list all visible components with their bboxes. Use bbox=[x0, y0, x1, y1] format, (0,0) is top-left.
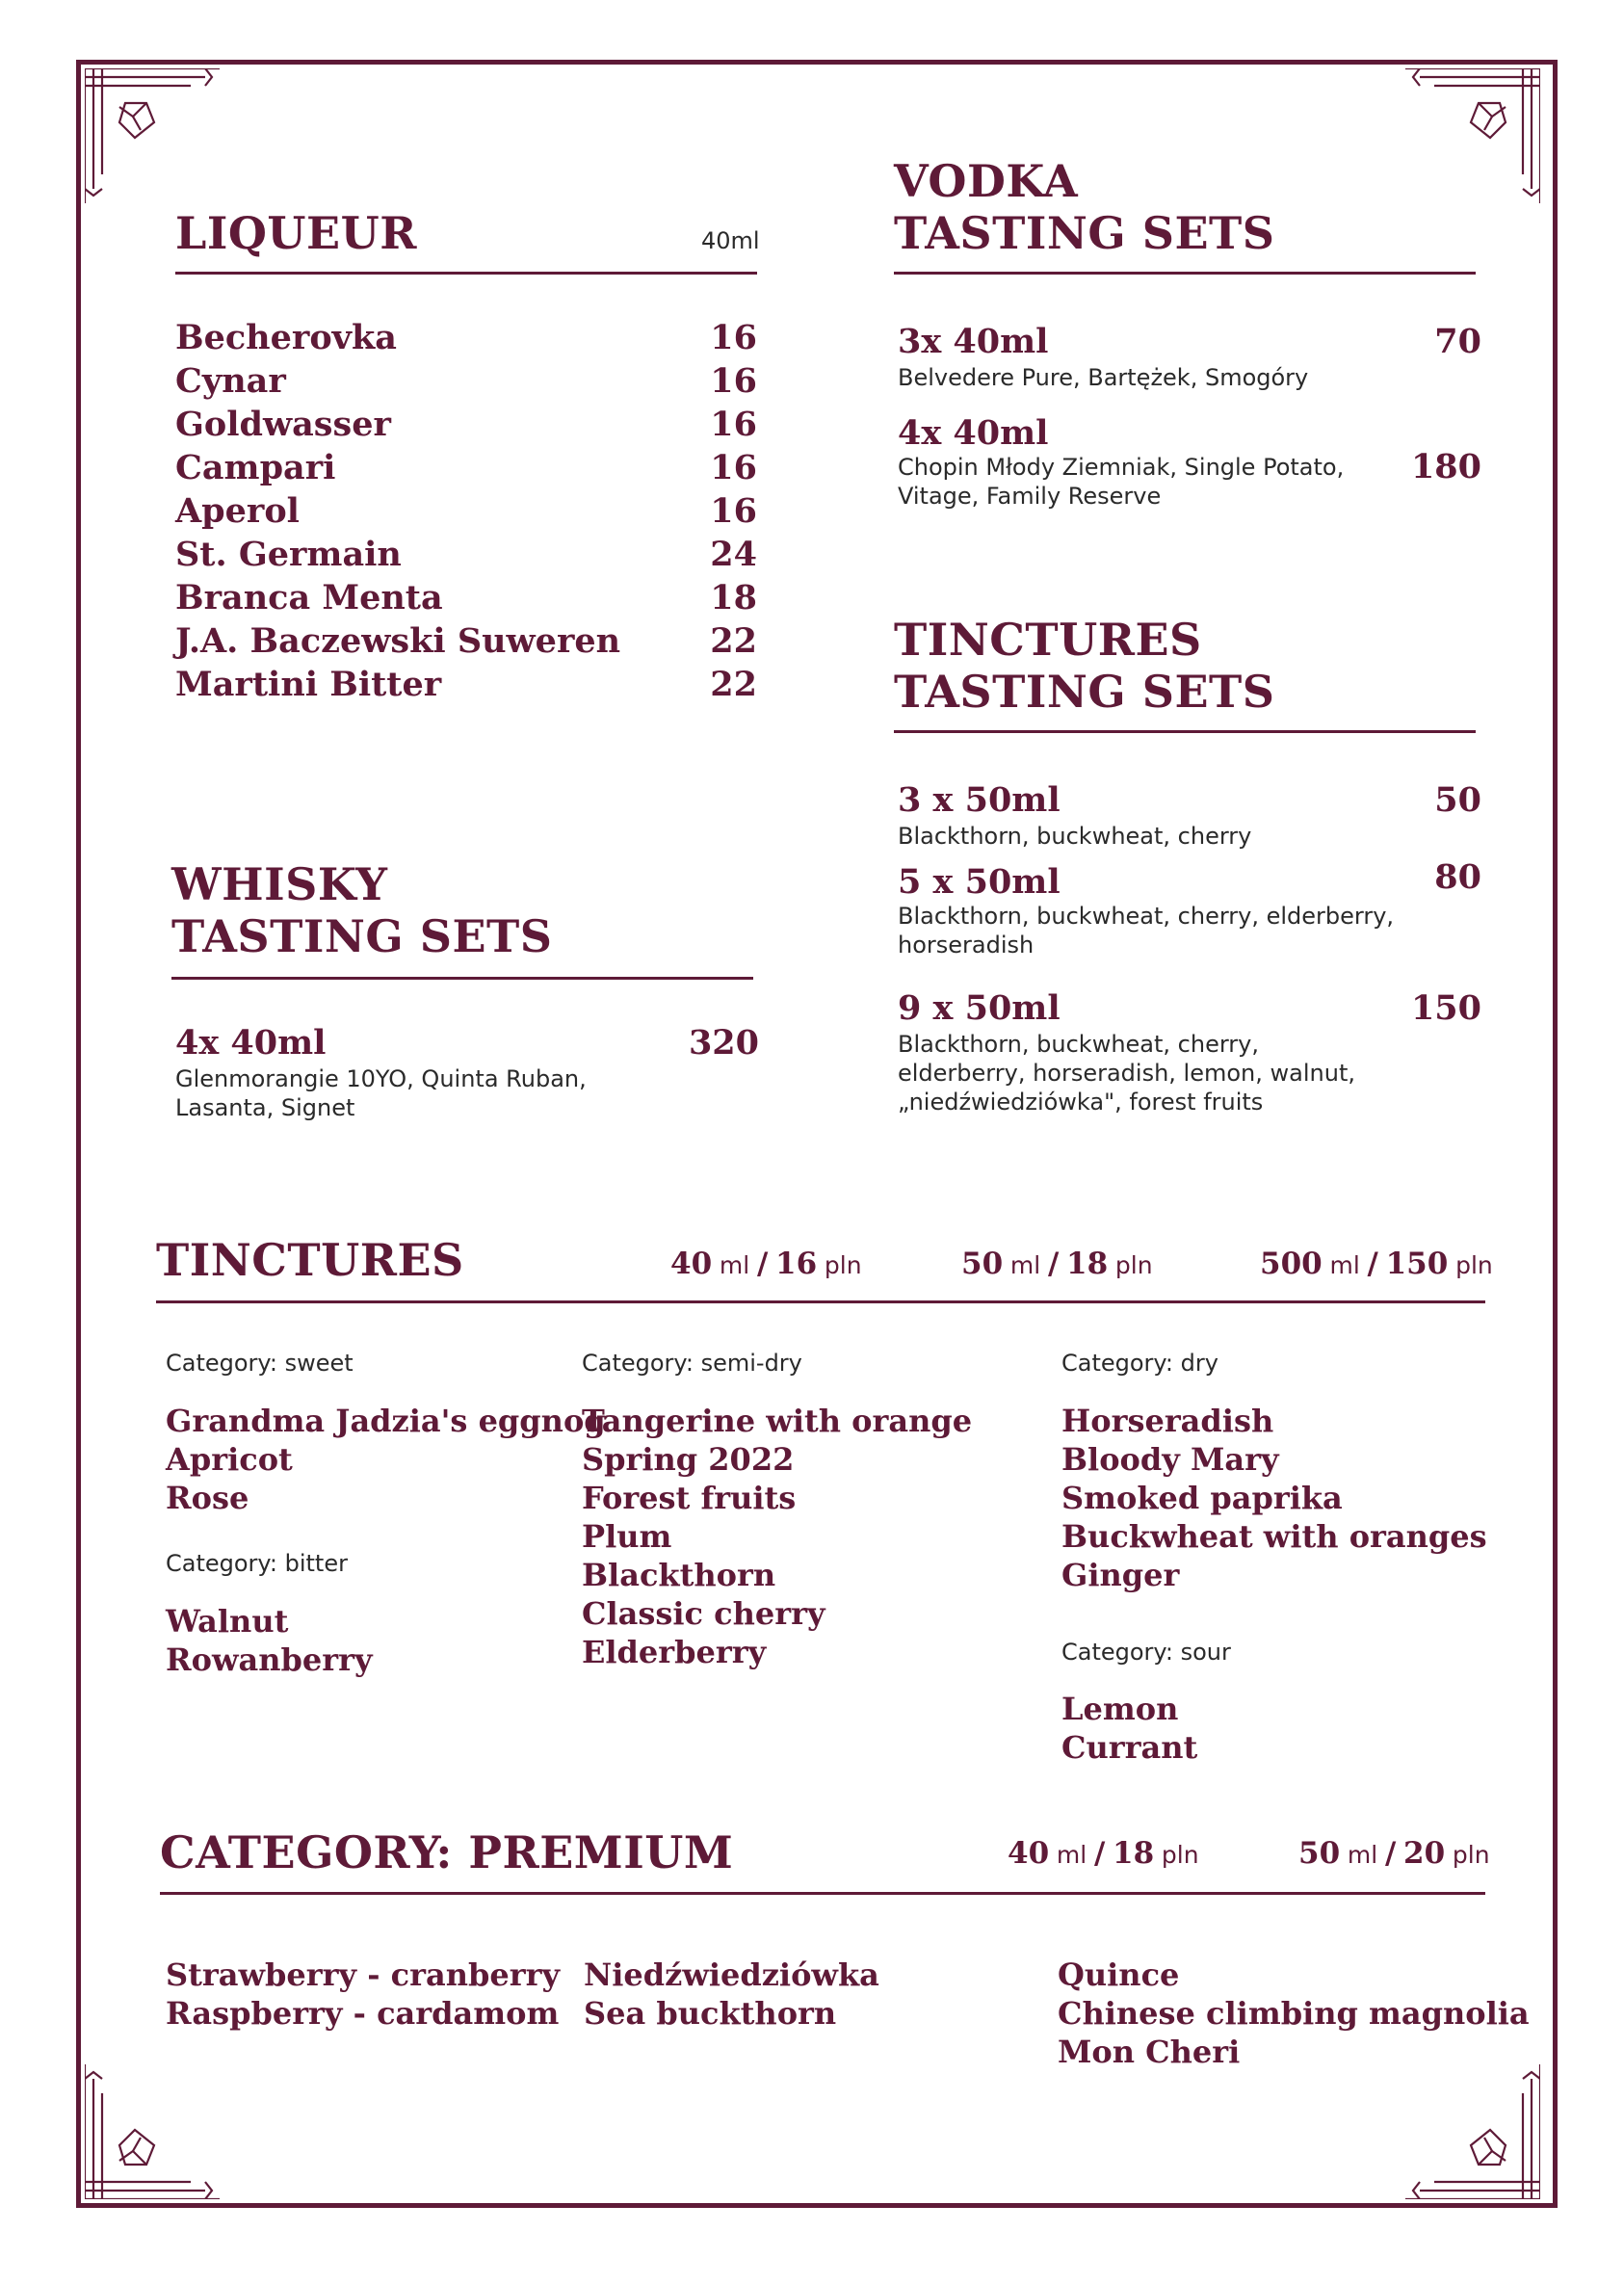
liqueur-rule bbox=[175, 272, 757, 275]
list-item: Chinese climbing magnolia bbox=[1058, 1995, 1530, 2032]
list-item: Spring 2022 bbox=[582, 1441, 795, 1478]
whisky-set bbox=[175, 1021, 759, 1122]
vodka-heading-line2: TASTING SETS bbox=[894, 207, 1275, 259]
set-price: 150 bbox=[1410, 988, 1481, 1028]
tinctures-price-40ml: 40 ml / 16 pln bbox=[670, 1247, 862, 1281]
list-item: Rowanberry bbox=[166, 1641, 373, 1678]
set-title: 9 x 50ml bbox=[898, 988, 1061, 1028]
list-item: Currant bbox=[1061, 1729, 1198, 1766]
set-description: Blackthorn, buckwheat, cherry, elderberry, bbox=[898, 903, 1395, 930]
set-description: Belvedere Pure, Bartężek, Smogóry bbox=[898, 364, 1309, 391]
item-name: Cynar bbox=[175, 361, 286, 401]
category-sweet-label: Category: sweet bbox=[166, 1350, 354, 1377]
corner-ornament-icon bbox=[85, 68, 220, 203]
tincture-sets-heading-line2: TASTING SETS bbox=[894, 666, 1275, 718]
premium-list-col2 bbox=[584, 1956, 879, 2033]
list-item bbox=[175, 489, 757, 533]
item-price: 16 bbox=[710, 361, 757, 401]
list-item bbox=[175, 446, 757, 489]
tincture-set bbox=[898, 986, 1481, 1116]
corner-ornament-icon bbox=[1405, 2064, 1540, 2199]
item-name: Goldwasser bbox=[175, 405, 391, 444]
item-price: 16 bbox=[710, 448, 757, 487]
list-item: Strawberry - cranberry bbox=[166, 1956, 561, 1993]
vodka-rule bbox=[894, 272, 1476, 275]
list-item bbox=[175, 533, 757, 576]
vodka-set bbox=[898, 320, 1481, 392]
list-item: Classic cherry bbox=[582, 1595, 825, 1632]
item-name: Campari bbox=[175, 448, 336, 487]
item-price: 16 bbox=[710, 491, 757, 531]
list-item bbox=[175, 359, 757, 403]
category-bitter-label: Category: bitter bbox=[166, 1550, 348, 1577]
whisky-heading-line2: TASTING SETS bbox=[171, 910, 553, 962]
item-price: 22 bbox=[710, 621, 757, 661]
list-item: Sea buckthorn bbox=[584, 1995, 837, 2032]
item-name: Becherovka bbox=[175, 318, 397, 357]
list-item: Niedźwiedziówka bbox=[584, 1956, 879, 1993]
set-description: Blackthorn, buckwheat, cherry bbox=[898, 823, 1252, 850]
list-item: Tangerine with orange bbox=[582, 1403, 973, 1439]
liqueur-volume: 40ml bbox=[701, 227, 760, 254]
set-price: 320 bbox=[688, 1023, 759, 1063]
vodka-set bbox=[898, 414, 1481, 511]
category-semidry-list bbox=[582, 1402, 972, 1671]
liqueur-list bbox=[175, 316, 757, 706]
item-price: 18 bbox=[710, 578, 757, 617]
set-description: Chopin Młody Ziemniak, Single Potato, bbox=[898, 454, 1345, 481]
item-name: Martini Bitter bbox=[175, 665, 442, 704]
corner-ornament-icon bbox=[85, 2064, 220, 2199]
item-name: Aperol bbox=[175, 491, 300, 531]
list-item: Bloody Mary bbox=[1061, 1441, 1279, 1478]
list-item: Ginger bbox=[1061, 1557, 1180, 1593]
set-title: 3x 40ml bbox=[898, 322, 1049, 361]
item-name: St. Germain bbox=[175, 535, 402, 574]
category-dry-list bbox=[1061, 1402, 1487, 1594]
set-description: horseradish bbox=[898, 932, 1035, 958]
set-description: Glenmorangie 10YO, Quinta Ruban, bbox=[175, 1065, 587, 1092]
item-price: 16 bbox=[710, 318, 757, 357]
list-item: Blackthorn bbox=[582, 1557, 776, 1593]
set-description: „niedźwiedziówka", forest fruits bbox=[898, 1089, 1264, 1116]
list-item: Raspberry - cardamom bbox=[166, 1995, 560, 2032]
set-description: Blackthorn, buckwheat, cherry, bbox=[898, 1031, 1259, 1058]
list-item: Plum bbox=[582, 1518, 672, 1555]
corner-ornament-icon bbox=[1405, 68, 1540, 203]
tinctures-price-500ml: 500 ml / 150 pln bbox=[1260, 1247, 1493, 1281]
premium-price-50ml: 50 ml / 20 pln bbox=[1298, 1836, 1490, 1871]
whisky-rule bbox=[171, 977, 753, 980]
item-price: 22 bbox=[710, 665, 757, 704]
item-price: 16 bbox=[710, 405, 757, 444]
list-item: Horseradish bbox=[1061, 1403, 1274, 1439]
tinctures-rule bbox=[156, 1300, 1485, 1303]
list-item: Grandma Jadzia's eggnog bbox=[166, 1403, 606, 1439]
vodka-heading-line1: VODKA bbox=[894, 155, 1079, 207]
set-price: 80 bbox=[1434, 857, 1481, 897]
category-bitter-list bbox=[166, 1602, 373, 1679]
list-item: Forest fruits bbox=[582, 1480, 797, 1516]
tincture-sets-heading-line1: TINCTURES bbox=[894, 614, 1202, 666]
set-description: Lasanta, Signet bbox=[175, 1094, 355, 1121]
premium-price-40ml: 40 ml / 18 pln bbox=[1008, 1836, 1199, 1871]
whisky-heading-line1: WHISKY bbox=[171, 858, 388, 910]
set-price: 50 bbox=[1434, 780, 1481, 820]
premium-rule bbox=[160, 1892, 1485, 1895]
list-item: Quince bbox=[1058, 1956, 1180, 1993]
list-item: Lemon bbox=[1061, 1691, 1179, 1727]
item-name: Branca Menta bbox=[175, 578, 443, 617]
tincture-sets-rule bbox=[894, 730, 1476, 733]
list-item bbox=[175, 403, 757, 446]
set-title: 5 x 50ml bbox=[898, 862, 1061, 902]
list-item: Walnut bbox=[166, 1603, 289, 1640]
list-item: Apricot bbox=[166, 1441, 293, 1478]
premium-list-col3 bbox=[1058, 1956, 1530, 2071]
list-item: Mon Cheri bbox=[1058, 2034, 1241, 2070]
set-title: 4x 40ml bbox=[898, 413, 1049, 453]
list-item bbox=[175, 619, 757, 663]
category-semidry-label: Category: semi-dry bbox=[582, 1350, 802, 1377]
list-item bbox=[175, 663, 757, 706]
tinctures-price-50ml: 50 ml / 18 pln bbox=[961, 1247, 1153, 1281]
tincture-set bbox=[898, 857, 1481, 959]
liqueur-heading: LIQUEUR bbox=[175, 207, 417, 259]
premium-list-col1 bbox=[166, 1956, 560, 2033]
tincture-set bbox=[898, 778, 1481, 851]
list-item bbox=[175, 576, 757, 619]
category-dry-label: Category: dry bbox=[1061, 1350, 1218, 1377]
list-item bbox=[175, 316, 757, 359]
category-sour-label: Category: sour bbox=[1061, 1639, 1231, 1666]
item-name: J.A. Baczewski Suweren bbox=[175, 621, 621, 661]
set-price: 70 bbox=[1434, 322, 1481, 361]
set-price: 180 bbox=[1410, 447, 1481, 486]
set-description: elderberry, horseradish, lemon, walnut, bbox=[898, 1060, 1355, 1087]
list-item: Smoked paprika bbox=[1061, 1480, 1343, 1516]
item-price: 24 bbox=[710, 535, 757, 574]
list-item: Rose bbox=[166, 1480, 249, 1516]
category-sweet-list bbox=[166, 1402, 606, 1517]
premium-heading: CATEGORY: PREMIUM bbox=[160, 1826, 734, 1878]
category-sour-list bbox=[1061, 1690, 1197, 1767]
set-title: 4x 40ml bbox=[175, 1023, 327, 1063]
list-item: Elderberry bbox=[582, 1634, 767, 1670]
set-description: Vitage, Family Reserve bbox=[898, 483, 1162, 510]
list-item: Buckwheat with oranges bbox=[1061, 1518, 1487, 1555]
set-title: 3 x 50ml bbox=[898, 780, 1061, 820]
tinctures-heading: TINCTURES bbox=[156, 1234, 464, 1286]
